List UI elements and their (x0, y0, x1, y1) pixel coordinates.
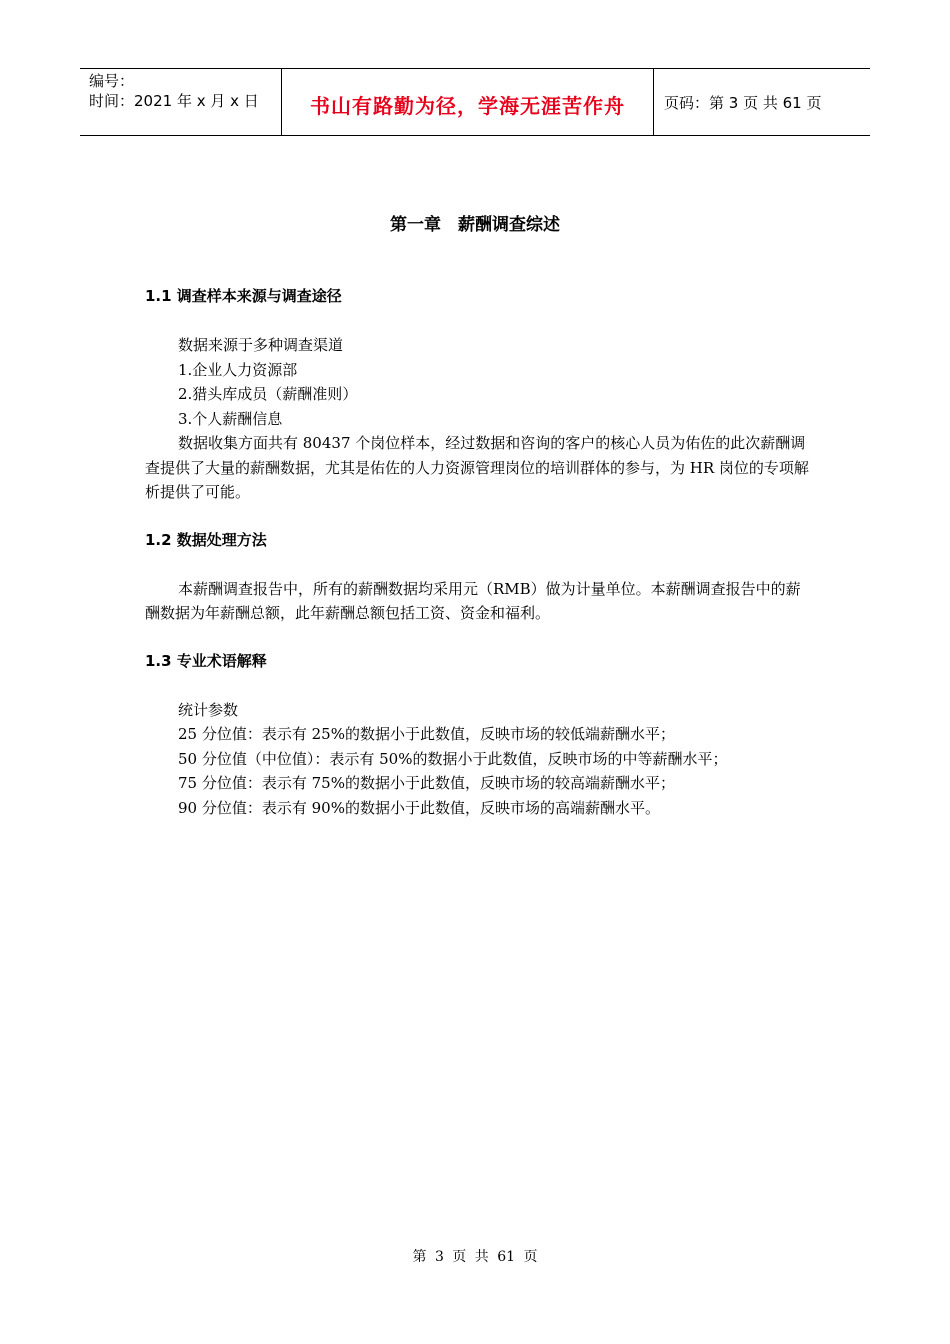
list-line: 数据来源于多种调查渠道 (178, 336, 344, 354)
page-footer: 第 3 页 共 61 页 (412, 1249, 538, 1265)
section-paragraph-1-1: 数据收集方面共有 80437 个岗位样本，经过数据和咨询的客户的核心人员为佑佐的此次薪酬调查提供了大量的薪酬数据，尤其是佑佐的人力资源管理岗位的培训群体的参与，为 HR 岗位的专项解析提供了可能。 (145, 434, 809, 501)
list-line: 统计参数 (178, 700, 239, 719)
chapter-title: 第一章 薪酬调查综述 (390, 215, 560, 235)
list-line: 2.猎头库成员（薪酬准则） (178, 385, 358, 403)
section-heading-1-2: 1.2 数据处理方法 (145, 530, 267, 549)
header-page-cell (654, 69, 870, 135)
header-table (80, 68, 870, 136)
header-page-info: 页码：第 3 页 共 61 页 (664, 93, 822, 112)
section-heading-1-3: 1.3 专业术语解释 (145, 651, 267, 670)
list-line: 90 分位值：表示有 90%的数据小于此数值，反映市场的高端薪酬水平。 (178, 798, 660, 817)
document-body (145, 284, 810, 820)
list-line: 50 分位值（中位值）：表示有 50%的数据小于此数值，反映市场的中等薪酬水平； (178, 749, 728, 768)
header-meta-cell (80, 69, 282, 135)
document-number-label: 编号： (89, 72, 135, 90)
list-line: 3.个人薪酬信息 (178, 409, 283, 428)
list-line: 25 分位值：表示有 25%的数据小于此数值，反映市场的较低端薪酬水平； (178, 725, 675, 743)
list-line: 1.企业人力资源部 (178, 360, 298, 379)
section-heading-1-1: 1.1 调查样本来源与调查途径 (145, 287, 342, 305)
header-motto: 书山有路勤为径，学海无涯苦作舟 (310, 93, 625, 118)
header-motto-cell (282, 69, 654, 135)
section-paragraph-1-2: 本薪酬调查报告中，所有的薪酬数据均采用元（RMB）做为计量单位。本薪酬调查报告中的薪酬数据为年薪酬总额，此年薪酬总额包括工资、资金和福利。 (145, 579, 801, 622)
document-date-label: 时间：2021 年 x 月 x 日 (89, 92, 259, 110)
list-line: 75 分位值：表示有 75%的数据小于此数值，反映市场的较高端薪酬水平； (178, 774, 675, 792)
